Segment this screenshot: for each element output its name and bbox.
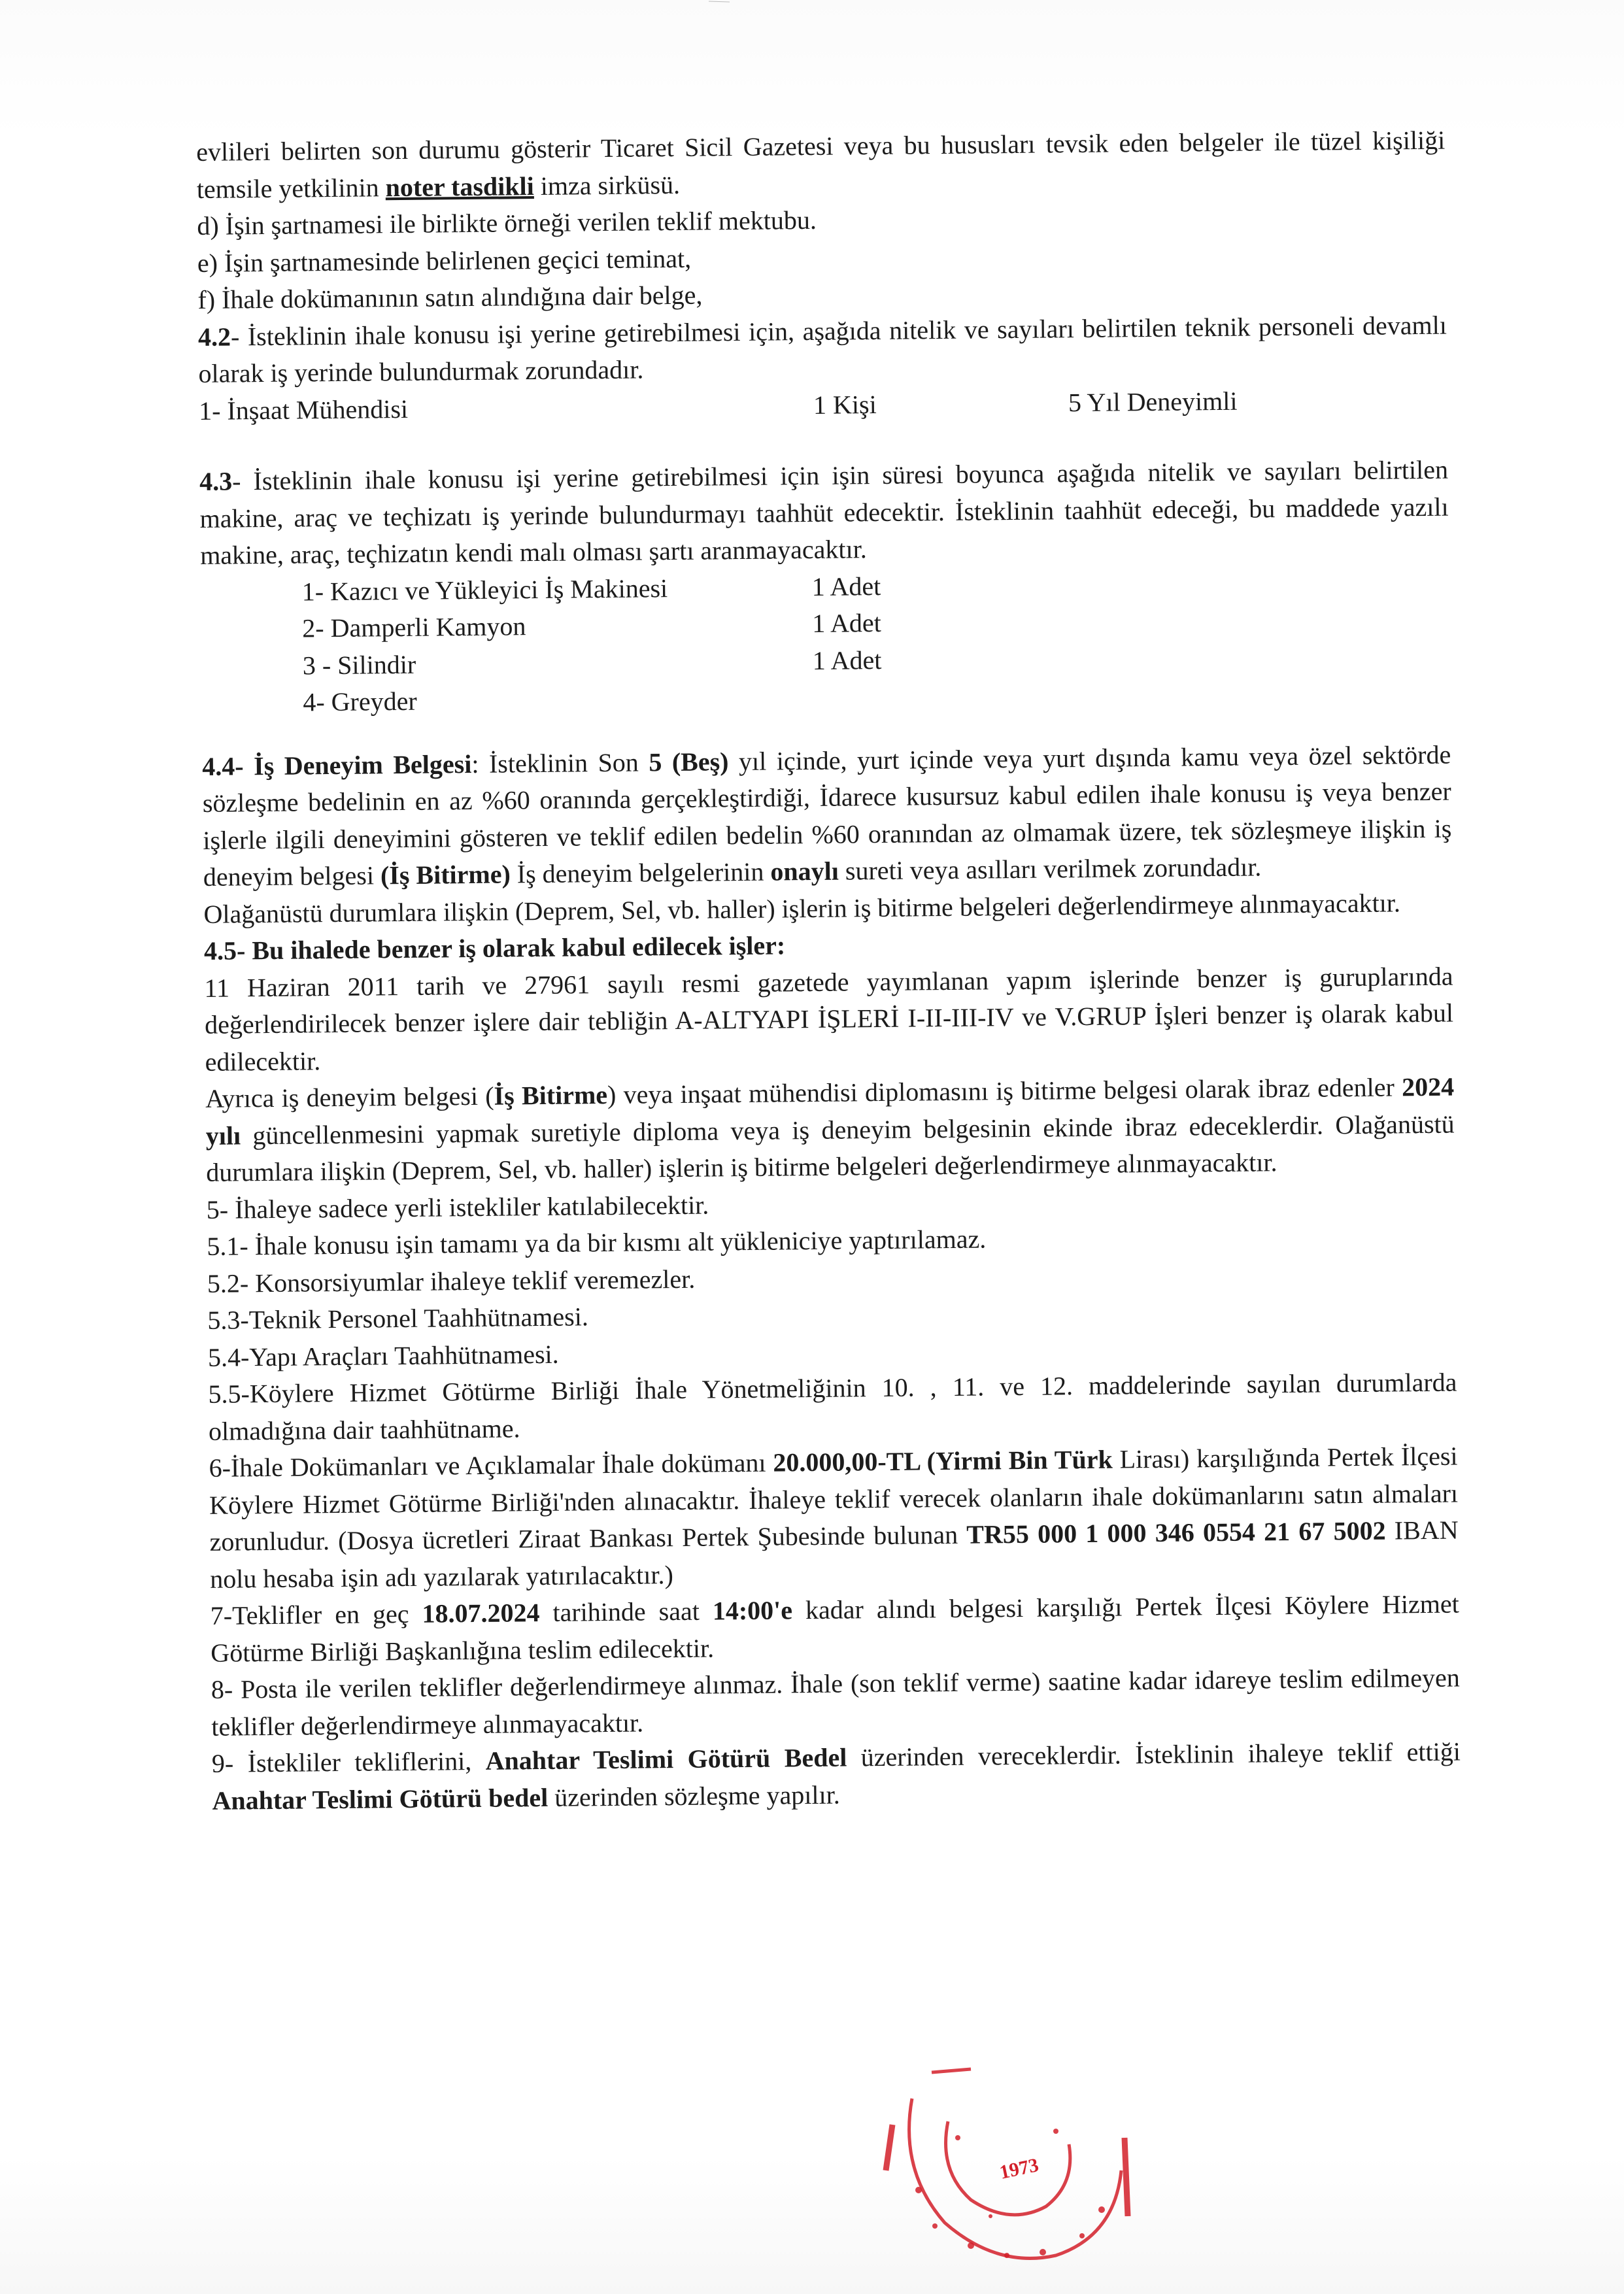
staff-count: 1 Kişi [813,389,877,420]
equipment-row: 1- Kazıcı ve Yükleyici İş Makinesi 1 Adet [301,571,881,606]
section-7: 7-Teklifler en geç 18.07.2024 tarihinde saat 14:00'e kadar alındı belgesi karşılığı Pertek İlçesi Köylere Hizmet Götürme Birliği Başkanlığına teslim edilecektir. [210,1589,1459,1668]
seal-graphic [873,2059,1147,2282]
section-5-1: 5.1- İhale konusu işin tamamı ya da bir kısmı alt yükleniciye yaptırılamaz. [207,1224,987,1261]
equipment-row: 2- Damperli Kamyon 1 Adet [302,607,881,643]
item-f: f) İhale dokümanının satın alındığına dair belge, [197,280,703,314]
section-4-5-additional: Ayrıca iş deneyim belgesi (İş Bitirme) veya inşaat mühendisi diplomasını iş bitirme belgesi olarak ibraz edenler 2024 yılı güncellenmesini yapmak suretiyle diploma veya iş deneyim belgesinin ekinde ibraz edeceklerdir. Olağanüstü durumlara ilişkin (Deprem, Sel, vb. haller) işlerin iş bitirme belgeleri değerlendirmeye alınmayacaktır. [205,1071,1455,1187]
scan-mark [706,0,732,9]
paragraph-intro: evlileri belirten son durumu gösterir Ticaret Sicil Gazetesi veya bu hususları tevsik eden belgeler ile tüzel kişiliği temsile yetkilinin noter tasdikli imza sirküsü. [196,125,1446,204]
seal-year: 1973 [997,2154,1041,2184]
section-4-5-title: 4.5- Bu ihalede benzer iş olarak kabul edilecek işler: [203,930,786,966]
section-6: 6-İhale Dokümanları ve Açıklamalar İhale dokümanı 20.000,00-TL (Yirmi Bin Türk Lirası) karşılığında Pertek İlçesi Köylere Hizmet Götürme Birliği'nden alınacaktır. İhaleye teklif verecek olanların ihale dokümanlarını satın almaları zorunludur. (Dosya ücretleri Ziraat Bankası Pertek Şubesinde bulunan TR55 000 1 000 346 0554 21 67 5002 IBAN nolu hesaba işin adı yazılarak yatırılacaktır.) [209,1441,1459,1594]
item-d: d) İşin şartnamesi ile birlikte örneği verilen teklif mektubu. [197,205,817,241]
item-e: e) İşin şartnamesinde belirlenen geçici teminat, [197,243,692,278]
document-body [196,122,1461,1819]
section-4-3: 4.3- İsteklinin ihale konusu işi yerine getirebilmesi için işin süresi boyunca aşağıda nitelik ve sayıları belirtilen makine, araç ve teçhizatı iş yerinde bulundurmayı taahhüt edecektir. İsteklinin taahhüt edeceği, bu maddede yazılı makine, araç, teçhizatın kendi malı olması şartı aranmayacaktır. [199,454,1449,570]
equipment-row: 3 - Silindir 1 Adet [302,645,882,680]
section-5-2: 5.2- Konsorsiyumlar ihaleye teklif veremezler. [207,1264,696,1298]
underlined-notary: noter tasdikli [385,171,534,202]
section-4-5-text: 11 Haziran 2011 tarih ve 27961 sayılı resmi gazetede yayımlanan yapım işlerinde benzer iş guruplarında değerlendirilecek benzer işlere dair tebliğin A-ALTYAPI İŞLERİ I-II-III-IV ve V.GRUP İşleri benzer iş olarak kabul edilecektir. [204,961,1454,1077]
section-5: 5- İhaleye sadece yerli istekliler katılabilecektir. [206,1190,709,1224]
section-5-5: 5.5-Köylere Hizmet Götürme Birliği İhale Yönetmeliğinin 10. , 11. ve 12. maddelerinde sayılan durumlarda olmadığına dair taahhütname. [208,1367,1457,1446]
section-4-4-note: Olağanüstü durumlara ilişkin (Deprem, Sel, vb. haller) işlerin iş bitirme belgeleri değerlendirmeye alınmayacaktır. [203,887,1401,929]
section-9: 9- İstekliler tekliflerini, Anahtar Teslimi Götürü Bedel üzerinden vereceklerdir. İsteklinin ihaleye teklif ettiği Anahtar Teslimi Götürü bedel üzerinden sözleşme yapılır. [211,1736,1461,1815]
section-4-4: 4.4- İş Deneyim Belgesi: İsteklinin Son 5 (Beş) yıl içinde, yurt içinde veya yurt dışında kamu veya özel sektörde sözleşme bedelinin en az %60 oranında gerçekleştirdiği, İdarece kusursuz kabul edilen ihale konusu iş veya benzer işlerle ilgili deneyimini gösteren ve teklif edilen bedelin %60 oranından az olmamak üzere, tek sözleşmeye ilişkin iş deneyim belgesi (İş Bitirme) İş deneyim belgelerinin onaylı sureti veya asılları verilmek zorundadır. [202,739,1452,892]
section-5-3: 5.3-Teknik Personel Taahhütnamesi. [207,1302,589,1335]
section-8: 8- Posta ile verilen teklifler değerlendirmeye alınmaz. İhale (son teklif verme) saatine kadar idareye teslim edilmeyen teklifler değerlendirmeye alınmayacaktır. [211,1662,1460,1742]
section-5-4: 5.4-Yapı Araçları Taahhütnamesi. [207,1339,559,1372]
equipment-list [200,562,1450,722]
equipment-row: 4- Greyder [303,686,417,717]
official-seal-stamp [873,2059,1147,2282]
section-4-2: 4.2- İsteklinin ihale konusu işi yerine getirebilmesi için, aşağıda nitelik ve sayıları belirtilen teknik personeli devamlı olarak iş yerinde bulundurmak zorundadır. [197,310,1447,388]
staff-name: 1- İnşaat Mühendisi [198,394,409,426]
staff-experience: 5 Yıl Deneyimli [1068,386,1238,417]
